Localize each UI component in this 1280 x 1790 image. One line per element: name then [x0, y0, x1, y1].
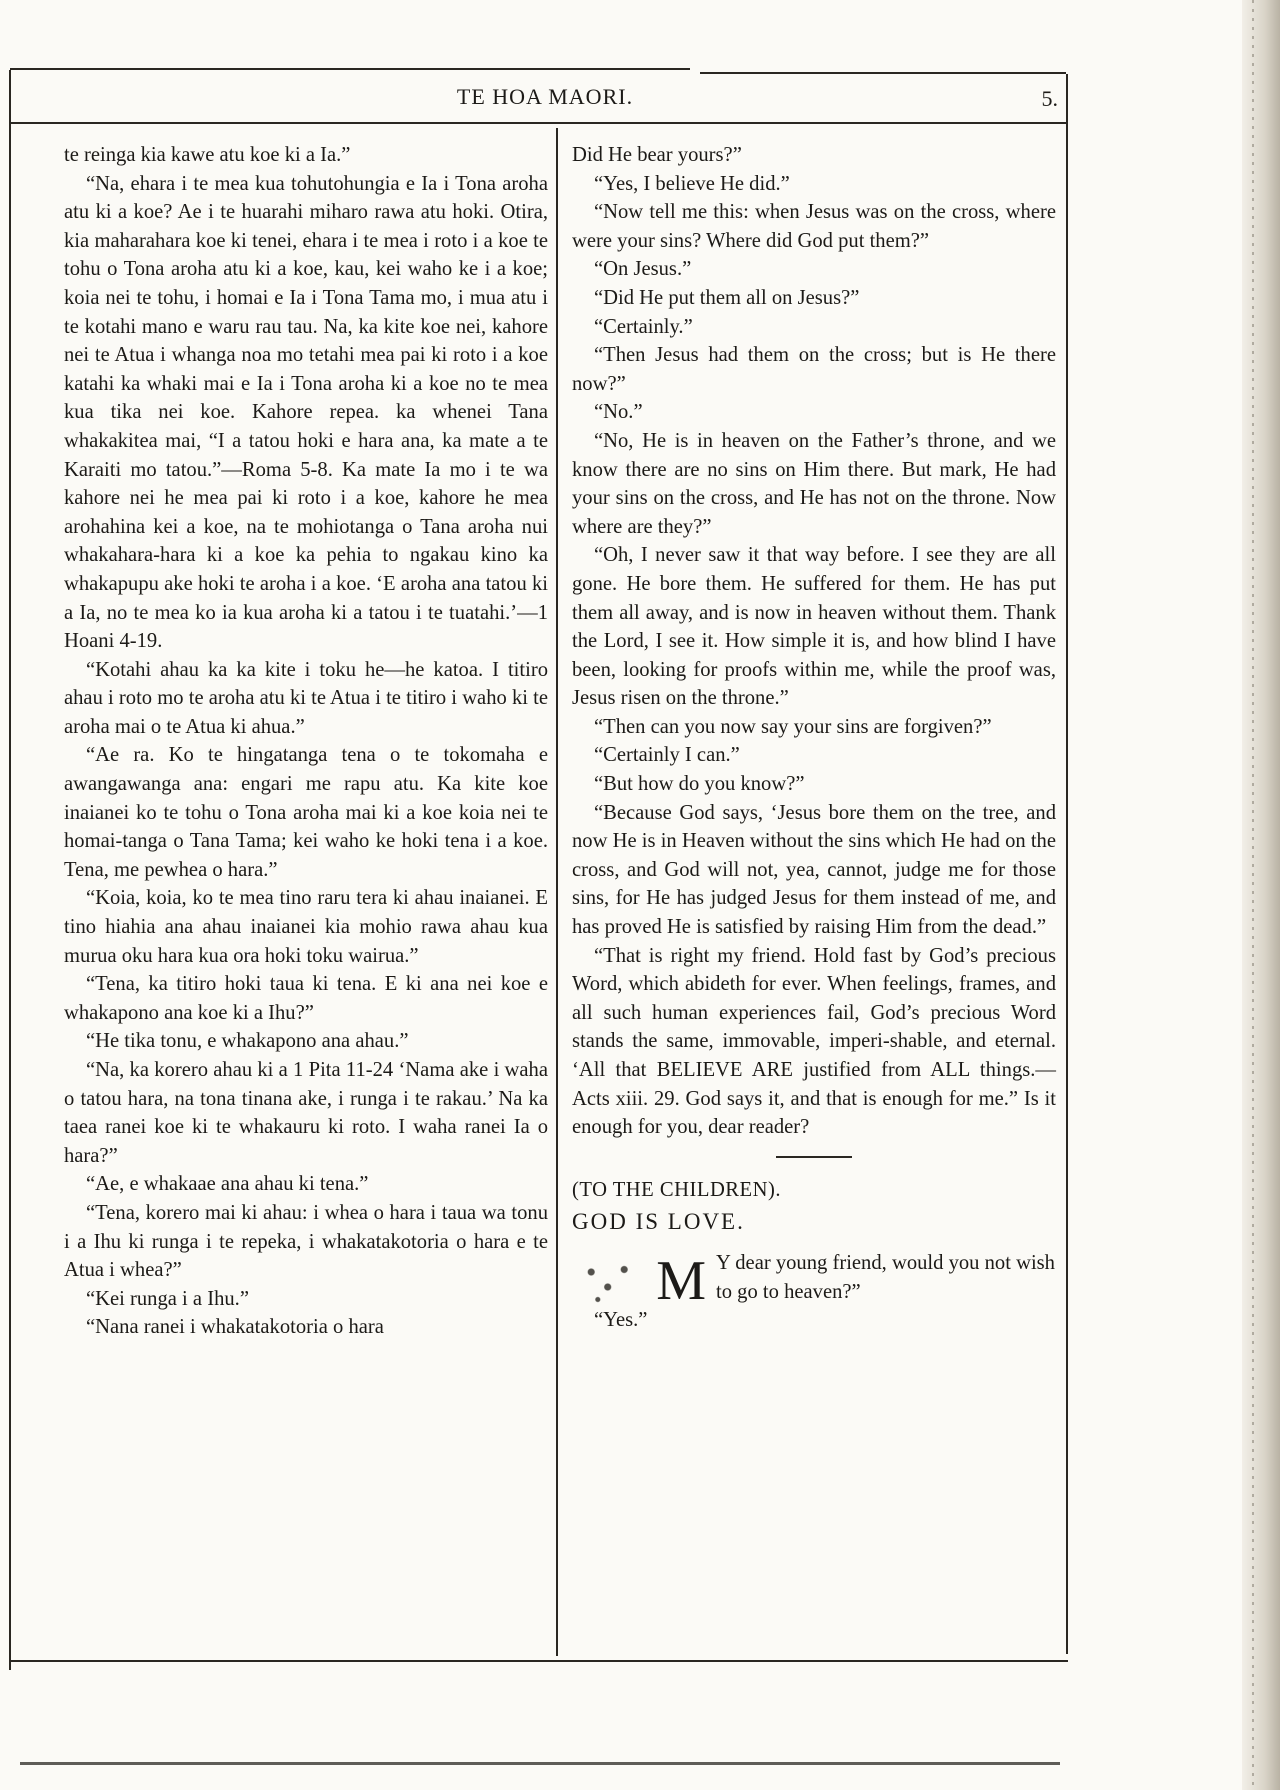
column-divider [556, 128, 558, 1656]
paragraph: “Nana ranei i whakatakotoria o hara [86, 1316, 384, 1339]
paragraph: te reinga kia kawe atu koe ki a Ia.” [64, 144, 351, 166]
paragraph: “Kei runga i a Ihu.” [86, 1287, 249, 1310]
page-number: 5. [1041, 86, 1058, 111]
right-column [572, 141, 1056, 1335]
running-title: TE HOA MAORI. [456, 84, 634, 109]
running-header [20, 80, 1070, 116]
top-rule-left [10, 68, 690, 70]
paragraph: “Certainly I can.” [594, 744, 740, 767]
page-frame-left [9, 70, 11, 1670]
paragraph: “Koia, koia, ko te mea tino raru tera ki ahau inaianei. E tino hiahia ana ahau inaianei kia mohio rawa ahau kua murua oku hara kua ora hoki toku wairua.” [64, 887, 548, 967]
paragraph: “Tena, ka titiro hoki taua ki tena. E ki ana nei koe e whakapono ana koe ki a Ihu?” [64, 973, 548, 1024]
paragraph: “That is right my friend. Hold fast by God’s precious Word, which abideth for ever. When feelings, frames, and all such human experiences fail, God’s precious Word stands the same, immovable, imperi-shable, and eternal. ‘All that BELIEVE ARE justified from ALL things.—Acts xiii. 29. God says it, and that is enough for me.” Is it enough for you, dear reader? [572, 944, 1056, 1139]
section-divider [776, 1156, 852, 1158]
top-rule-right [700, 72, 1066, 74]
opening-paragraph [572, 1249, 1056, 1312]
paragraph: Did He bear yours?” [572, 144, 742, 166]
page-frame-right [1066, 74, 1068, 1654]
paragraph: “Yes.” [594, 1309, 648, 1332]
paragraph: “He tika tonu, e whakapono ana ahau.” [86, 1030, 409, 1053]
footer-rule [10, 1660, 1068, 1662]
paragraph: “But how do you know?” [594, 773, 805, 796]
paragraph: “Because God says, ‘Jesus bore them on the tree, and now He is in Heaven without the sins which He had on the cross, and God will not, yea, cannot, judge me for those sins, for He has judged Jesus for them instead of me, and has proved He is satisfied by raising Him from the dead.” [572, 801, 1056, 939]
paragraph: “On Jesus.” [594, 258, 692, 281]
paragraph: “Na, ka korero ahau ki a 1 Pita 11-24 ‘Nama ake i waha o tatou hara, na tona tinana ake, i runga i te rakau.’ Na ka taea ranei koe ki te whakauru ki roto. I waha ranei Ia o hara?” [64, 1059, 548, 1167]
paragraph: “Tena, korero mai ki ahau: i whea o hara i taua wa tonu i a Ihu ki runga i te repeka, i whakatakotoria o hara e te Atua i whea?” [64, 1201, 548, 1282]
paragraph: “Certainly.” [594, 315, 693, 338]
section-heading: GOD IS LOVE. [572, 1209, 745, 1235]
paragraph: “No, He is in heaven on the Father’s throne, and we know there are no sins on Him there. But mark, He had your sins on the cross, and He has not on the throne. Now where are they?” [572, 429, 1056, 538]
header-rule [10, 122, 1068, 124]
page-edge [1242, 0, 1280, 1790]
drop-cap: M [578, 1251, 706, 1311]
paragraph: “Then Jesus had them on the cross; but is He there now?” [572, 344, 1056, 395]
opening-text: Y dear young friend, would you not wish to go to heaven?” [716, 1251, 1055, 1303]
paragraph: “Now tell me this: when Jesus was on the cross, where were your sins? Where did God put them?” [572, 201, 1056, 252]
paragraph: “Did He put them all on Jesus?” [594, 286, 860, 309]
paragraph: “Then can you now say your sins are forgiven?” [594, 715, 992, 738]
paragraph: “Ae, e whakaae ana ahau ki tena.” [86, 1173, 369, 1196]
section-subheading: (TO THE CHILDREN). [572, 1178, 782, 1201]
bottom-rule [20, 1762, 1060, 1765]
paragraph: “Na, ehara i te mea kua tohutohungia e Ia i Tona aroha atu ki a koe? Ae i te huarahi miharo rawa atu hoki. Otira, kia maharahara koe ki tenei, ehara i te mea i roto i a koe te tohu o Tona aroha atu ki a koe, kau, kei waho ke i a koe; koia nei te tohu, i homai e Ia i Tona Tama mo, i mua atu i te kotahi mano e waru rau tau. Na, ka kite koe nei, kahore nei te Atua i whanga noa mo tetahi mea pai ki roto i a koe katahi ka whaki mai e Ia i Tona aroha ki a koe no te mea kua tika nei koe. Kahore repea. ka whenei Tana whakakitea mai, “I a tatou hoki e hara ana, ka mate a te Karaiti mo tatou.”—Roma 5-8. Ka mate Ia mo i te wa kahore nei he mea pai ki roto i a koe, kahore he mea arohahina kei a koe, na te mohiotanga o Tana aroha nui whakahara-hara ki a koe ka pehia to ngakau kino ka whakapupu ake hoki te aroha i a koe. ‘E aroha ana tatou ki a Ia, no te mea ko ia kua aroha ki a tatou i te tuatahi.’—1 Hoani 4-19. [64, 172, 548, 653]
paragraph: “No.” [594, 401, 643, 424]
left-column [64, 141, 548, 1342]
paragraph: “Oh, I never saw it that way before. I see they are all gone. He bore them. He suffered for them. He has put them all away, and is now in heaven without them. Thank the Lord, I see it. How simple it is, and how blind I have been, looking for proofs within me, while the proof was, Jesus risen on the throne.” [572, 544, 1056, 710]
paragraph: “Ae ra. Ko te hingatanga tena o te tokomaha e awangawanga ana: engari me rapu atu. Ka kite koe inaianei ko te tohu o Tona aroha mai ki a koe koia nei te homai-tanga o Tana Tama; kei waho ke hoki tena i a koe. Tena, me pewhea o hara.” [64, 744, 548, 881]
paragraph: “Yes, I believe He did.” [594, 172, 790, 195]
paragraph: “Kotahi ahau ka ka kite i toku he—he katoa. I titiro ahau i roto mo te aroha atu ki te Atua i te titiro i waho ki te aroha mai o te Atua ki ahua.” [64, 658, 548, 738]
